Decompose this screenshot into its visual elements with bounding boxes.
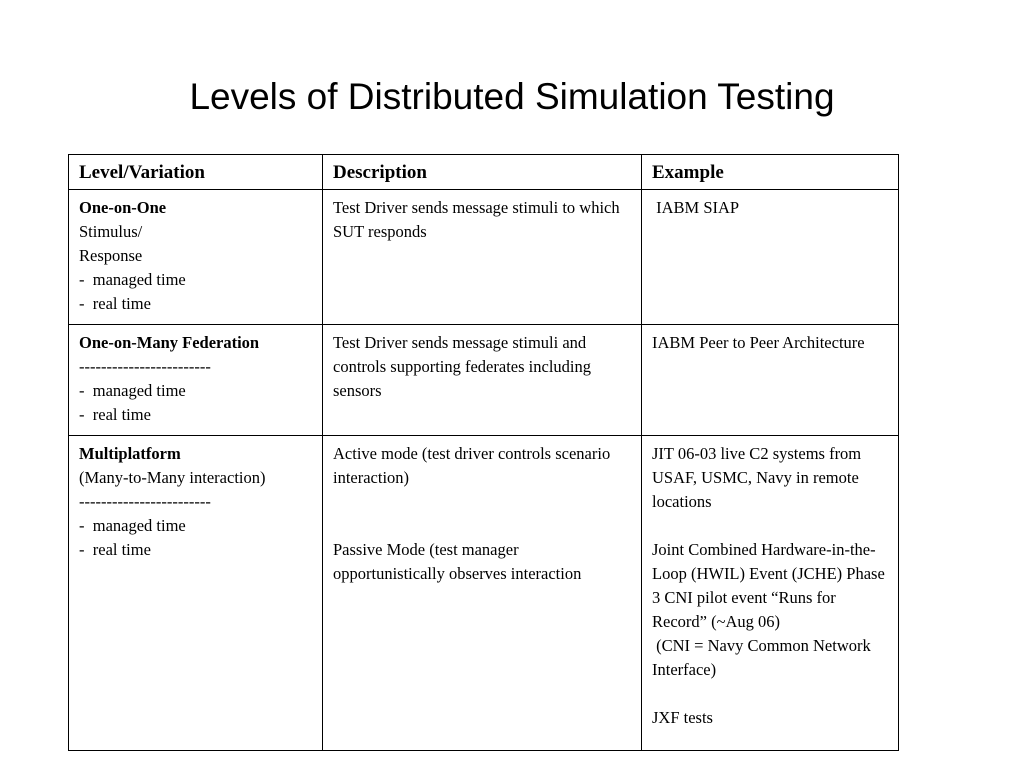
example-text: IABM Peer to Peer Architecture xyxy=(652,333,865,352)
level-line: (Many-to-Many interaction) xyxy=(79,468,266,487)
level-line: Response xyxy=(79,246,143,265)
example-cell xyxy=(642,325,899,436)
level-cell xyxy=(69,325,323,436)
header-description: Description xyxy=(323,155,642,190)
slide-title: Levels of Distributed Simulation Testing xyxy=(189,76,835,117)
description-cell xyxy=(323,436,642,751)
description-spacer xyxy=(333,514,631,538)
level-line: - managed time xyxy=(79,516,186,535)
description-cell xyxy=(323,190,642,325)
example-spacer xyxy=(652,682,888,706)
header-level-variation: Level/Variation xyxy=(69,155,323,190)
table-row xyxy=(69,190,899,325)
example-text: JXF tests xyxy=(652,708,713,727)
example-text: JIT 06-03 live C2 systems from USAF, USMC, Navy in remote locations xyxy=(652,444,866,511)
table-row xyxy=(69,436,899,751)
level-name: One-on-Many Federation xyxy=(79,333,260,352)
level-cell xyxy=(69,436,323,751)
example-cell xyxy=(642,190,899,325)
level-cell xyxy=(69,190,323,325)
level-line: - managed time xyxy=(79,270,186,289)
level-name: One-on-One xyxy=(79,198,167,217)
header-example: Example xyxy=(642,155,899,190)
example-text: Joint Combined Hardware-in-the-Loop (HWIL) Event (JCHE) Phase 3 CNI pilot event “Runs for Record” (~Aug 06) xyxy=(652,540,889,631)
level-line: - real time xyxy=(79,540,151,559)
description-text: Active mode (test driver controls scenario interaction) xyxy=(333,444,615,487)
level-name: Multiplatform xyxy=(79,444,181,463)
level-line: ------------------------ xyxy=(79,492,211,511)
level-line: ------------------------ xyxy=(79,357,211,376)
description-text: Test Driver sends message stimuli to which SUT responds xyxy=(333,198,624,241)
description-text: Test Driver sends message stimuli and controls supporting federates including sensors xyxy=(333,333,596,400)
level-line: - managed time xyxy=(79,381,186,400)
testing-levels-table xyxy=(68,154,899,751)
level-line: Stimulus/ xyxy=(79,222,143,241)
description-text: Passive Mode (test manager opportunistically observes interaction xyxy=(333,540,582,583)
description-cell xyxy=(323,325,642,436)
description-spacer xyxy=(333,490,631,514)
table-row xyxy=(69,325,899,436)
example-text: IABM SIAP xyxy=(652,198,740,217)
table-header-row xyxy=(69,155,899,190)
level-line: - real time xyxy=(79,405,151,424)
example-cell xyxy=(642,436,899,751)
example-spacer xyxy=(652,514,888,538)
level-line: - real time xyxy=(79,294,151,313)
example-text: (CNI = Navy Common Network Interface) xyxy=(652,636,875,679)
